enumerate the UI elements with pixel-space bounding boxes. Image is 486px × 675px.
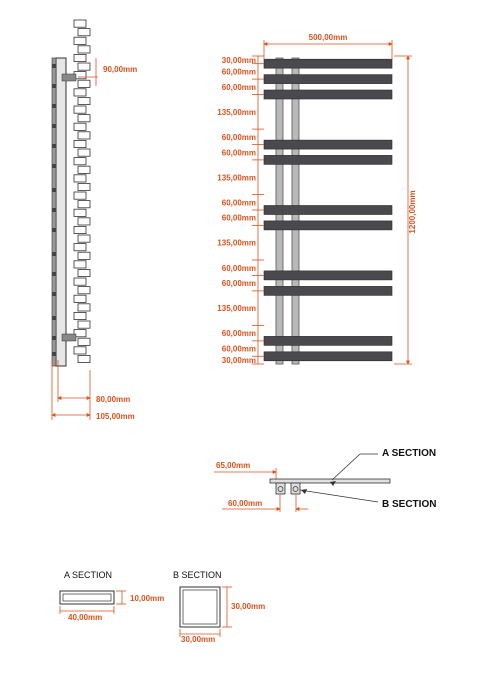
front-spacing-label: 60,00mm — [221, 263, 256, 273]
side-bar-segment — [78, 80, 90, 87]
towel-bar — [264, 271, 392, 280]
wall-tick — [52, 104, 56, 108]
side-bar-segment — [74, 175, 86, 182]
front-spacing-label: 60,00mm — [221, 329, 256, 339]
wall-tick — [52, 124, 56, 128]
wall-tick — [52, 272, 56, 276]
front-spacing-label: 30,00mm — [221, 356, 256, 366]
front-spacing-label: 60,00mm — [221, 213, 256, 223]
wall-tick — [52, 84, 56, 88]
section-a-title: A SECTION — [64, 570, 113, 580]
top-bar-profile — [270, 479, 390, 483]
wall-tick — [52, 352, 56, 356]
side-bracket-top — [62, 74, 76, 81]
towel-bar — [264, 352, 392, 361]
front-spacing-label: 135,00mm — [217, 107, 256, 117]
wall-tick — [52, 64, 56, 68]
side-bar-segment — [78, 97, 90, 104]
wall-tick — [52, 292, 56, 296]
side-bar-segment — [74, 295, 86, 302]
front-vertical-dims — [217, 56, 264, 365]
side-bar-segment — [74, 106, 86, 113]
side-bar-segment — [74, 278, 86, 285]
front-spacing-label: 135,00mm — [217, 238, 256, 248]
side-collector-pipe — [56, 58, 66, 366]
side-bar-segment — [74, 192, 86, 199]
section-b-height: 30,00mm — [231, 602, 266, 611]
side-bracket-label: 80,00mm — [96, 395, 131, 404]
side-bar-segment — [78, 252, 90, 259]
front-spacing-label: 60,00mm — [221, 67, 256, 77]
towel-bar — [264, 221, 392, 230]
side-bar-segment — [74, 37, 86, 44]
towel-bar — [264, 140, 392, 149]
top-view — [214, 448, 436, 512]
side-bar-segment — [78, 338, 90, 345]
side-bar-segment — [78, 166, 90, 173]
front-spacing-label: 60,00mm — [221, 344, 256, 354]
front-height-label: 1200,00mm — [408, 190, 417, 234]
section-a — [60, 570, 164, 622]
front-spacing-label: 60,00mm — [221, 82, 256, 92]
towel-bar — [264, 336, 392, 345]
b-section-callout: B SECTION — [382, 499, 437, 510]
side-bar-segment — [78, 46, 90, 53]
side-bar-segment — [74, 244, 86, 251]
wall-tick — [52, 164, 56, 168]
section-b-title: B SECTION — [173, 570, 222, 580]
top-spacing-label: 60,00mm — [228, 499, 263, 508]
side-bar-segment — [78, 321, 90, 328]
side-bar-segment — [74, 312, 86, 319]
side-bar-segment — [78, 201, 90, 208]
towel-bar — [264, 90, 392, 99]
side-bar-segment — [78, 63, 90, 70]
side-bar-segment — [78, 29, 90, 36]
wall-tick — [52, 316, 56, 320]
top-collector-right — [291, 483, 300, 494]
side-bar-segment — [78, 355, 90, 362]
section-b-width: 30,00mm — [181, 635, 216, 644]
wall-tick — [52, 188, 56, 192]
side-bar-segment — [74, 261, 86, 268]
side-bar-segment — [78, 235, 90, 242]
side-bar-segment — [78, 183, 90, 190]
front-spacing-label: 60,00mm — [221, 148, 256, 158]
wall-tick — [52, 144, 56, 148]
wall-tick — [52, 336, 56, 340]
wall-tick — [52, 208, 56, 212]
section-a-profile — [60, 591, 114, 604]
side-bar-segment — [78, 132, 90, 139]
front-view — [217, 33, 417, 365]
side-bar-segment — [78, 287, 90, 294]
side-bar-segment — [78, 115, 90, 122]
a-section-callout: A SECTION — [382, 448, 437, 459]
front-spacing-label: 60,00mm — [221, 132, 256, 142]
side-bar-segment — [74, 347, 86, 354]
section-b-profile — [180, 587, 220, 627]
wall-tick — [52, 252, 56, 256]
side-bar-segment — [74, 20, 86, 27]
side-bar-profile — [74, 20, 90, 363]
towel-bar — [264, 75, 392, 84]
side-bar-segment — [78, 149, 90, 156]
front-spacing-label: 135,00mm — [217, 304, 256, 314]
towel-bar — [264, 59, 392, 68]
side-bar-segment — [74, 123, 86, 130]
side-bar-segment — [74, 209, 86, 216]
towel-bar — [264, 206, 392, 215]
side-bar-segment — [74, 54, 86, 61]
front-spacing-label: 30,00mm — [221, 55, 256, 65]
side-view — [52, 20, 137, 421]
wall-tick — [52, 228, 56, 232]
front-spacing-label: 60,00mm — [221, 279, 256, 289]
front-width-label: 500,00mm — [308, 33, 348, 42]
side-bar-segment — [78, 269, 90, 276]
side-bar-segment — [78, 304, 90, 311]
front-spacing-label: 135,00mm — [217, 173, 256, 183]
section-b — [173, 570, 265, 644]
side-bracket-bottom — [62, 334, 76, 341]
top-collector-left — [276, 483, 285, 494]
front-spacing-label: 60,00mm — [221, 198, 256, 208]
side-bar-segment — [78, 218, 90, 225]
side-bar-segment — [74, 158, 86, 165]
side-bar-segment — [74, 89, 86, 96]
towel-bar — [264, 286, 392, 295]
side-bar-segment — [74, 226, 86, 233]
side-bar-segment — [74, 140, 86, 147]
section-a-height: 10,00mm — [130, 594, 165, 603]
section-a-width: 40,00mm — [68, 613, 103, 622]
side-depth-label: 90,00mm — [103, 65, 138, 74]
top-offset-label: 65,00mm — [216, 461, 251, 470]
towel-bar — [264, 155, 392, 164]
side-total-depth-label: 105,00mm — [96, 412, 135, 421]
